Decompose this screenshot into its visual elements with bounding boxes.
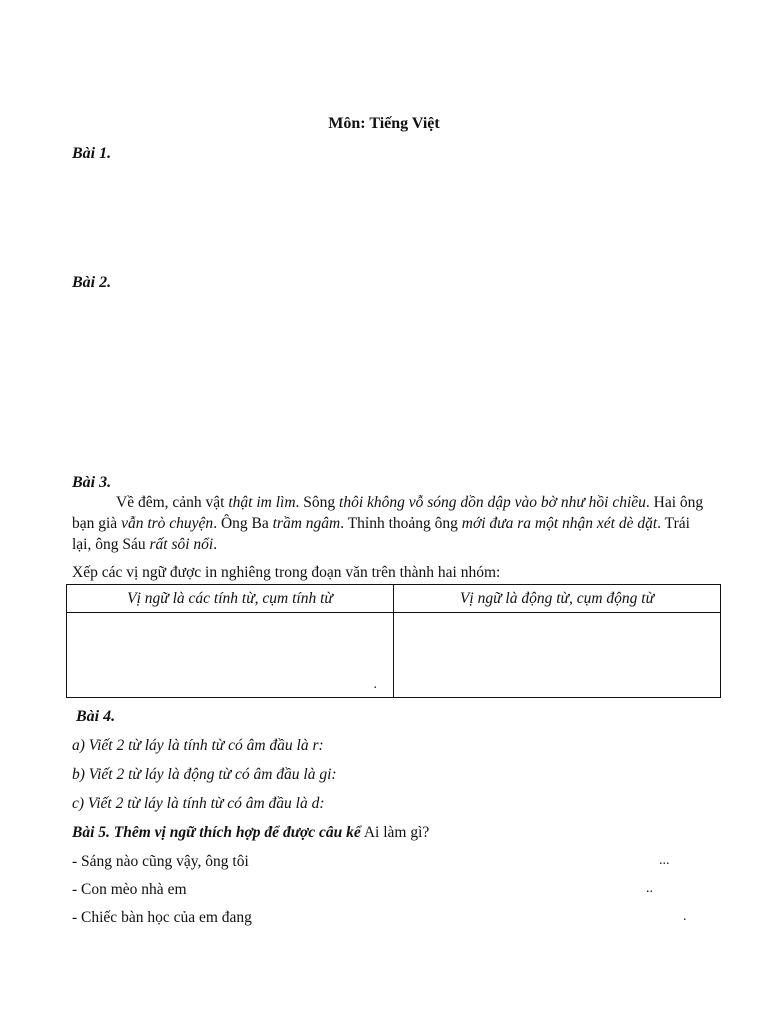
bai2-heading: Bài 2. <box>72 274 112 291</box>
bai1-heading: Bài 1. <box>72 145 112 162</box>
bai3-heading: Bài 3. <box>72 474 112 491</box>
para-italic-predicate: thôi không vỗ sóng dồn dập vào bờ như hồi chiều <box>339 494 646 511</box>
answer-blank[interactable]: .. <box>646 881 653 896</box>
answer-blank[interactable]: . <box>683 909 687 924</box>
answer-blank[interactable]: ... <box>659 853 670 868</box>
table-header-adjective: Vị ngữ là các tính từ, cụm tính từ <box>67 585 394 613</box>
para-text: Về đêm, cảnh vật <box>116 494 229 511</box>
bai4-item-c: c) Viết 2 từ láy là tính từ có âm đầu là d: <box>72 795 325 812</box>
bai4-heading: Bài 4. <box>76 708 116 725</box>
table-header-verb: Vị ngữ là động từ, cụm động từ <box>394 585 721 613</box>
para-italic-predicate: thật im lìm <box>228 494 296 511</box>
bai5-line: - Con mèo nhà em <box>72 881 187 898</box>
para-italic-predicate: rất sôi nổi <box>149 536 214 553</box>
para-text: . Hai ông bạn già <box>72 494 704 532</box>
para-text: . Ông Ba <box>213 515 273 532</box>
para-text: . Trái lại, ông Sáu <box>72 515 690 553</box>
table-dot: . <box>373 677 377 692</box>
para-italic-predicate: vẫn trò chuyện <box>121 515 214 532</box>
bai5-line: - Sáng nào cũng vậy, ông tôi <box>72 853 249 870</box>
para-text: . Thỉnh thoảng ông <box>340 515 462 532</box>
para-text: . <box>213 536 218 553</box>
page-title: Môn: Tiếng Việt <box>328 115 440 132</box>
table-cell-adjective-answer[interactable] <box>67 613 394 698</box>
bai3-instruction: Xếp các vị ngữ được in nghiêng trong đoạn văn trên thành hai nhóm: <box>72 564 501 581</box>
para-italic-predicate: mới đưa ra một nhận xét dè dặt <box>461 515 658 532</box>
bai5-heading-bold: Bài 5. Thêm vị ngữ thích hợp để được câu kể <box>72 824 361 841</box>
para-text: . Sông <box>295 494 340 511</box>
grouping-table <box>66 584 721 698</box>
bai4-item-b: b) Viết 2 từ láy là động từ có âm đầu là gi: <box>72 766 337 783</box>
para-italic-predicate: trầm ngâm <box>272 515 341 532</box>
bai5-heading-tail: Ai làm gì? <box>360 824 430 841</box>
table-cell-verb-answer[interactable] <box>394 613 721 698</box>
bai3-paragraph <box>72 492 712 555</box>
bai5-line: - Chiếc bàn học của em đang <box>72 909 252 926</box>
bai5-heading <box>72 824 429 842</box>
bai4-item-a: a) Viết 2 từ láy là tính từ có âm đầu là r: <box>72 737 324 754</box>
